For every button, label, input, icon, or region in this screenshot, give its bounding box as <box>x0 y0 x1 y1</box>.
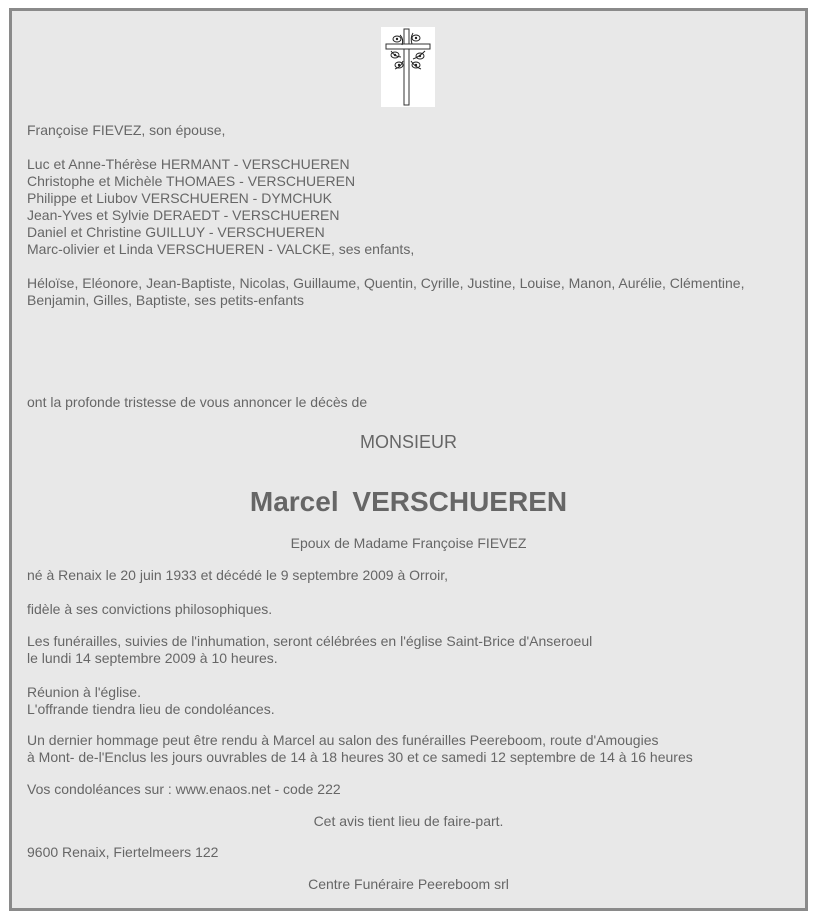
convictions-line: fidèle à ses convictions philosophiques. <box>27 601 273 617</box>
meeting-line: Réunion à l'église. <box>27 684 141 700</box>
tribute-details <box>27 732 693 766</box>
child-line: Marc-olivier et Linda VERSCHUEREN - VALCKE, ses enfants, <box>27 241 415 257</box>
child-line: Philippe et Liubov VERSCHUEREN - DYMCHUK <box>27 190 332 206</box>
condolences-line: Vos condoléances sur : www.enaos.net - code 222 <box>27 781 341 797</box>
notice-line: Cet avis tient lieu de faire-part. <box>313 813 504 829</box>
grandchildren-list <box>27 275 744 309</box>
funeral-home-name: Centre Funéraire Peereboom srl <box>308 876 509 892</box>
child-line: Daniel et Christine GUILLUY - VERSCHUEREN <box>27 224 325 240</box>
children-list <box>27 156 414 258</box>
funeral-line: Les funérailles, suivies de l'inhumation, seront célébrées en l'église Saint-Brice d'Anseroeul <box>27 633 593 649</box>
grandchildren-line: Benjamin, Gilles, Baptiste, ses petits-enfants <box>27 292 305 308</box>
tribute-line: à Mont- de-l'Enclus les jours ouvrables de 14 à 18 heures 30 et ce samedi 12 septembre de 14 à 16 heures <box>27 749 693 765</box>
funeral-details <box>27 633 592 667</box>
child-line: Christophe et Michèle THOMAES - VERSCHUEREN <box>27 173 356 189</box>
obituary-card <box>9 8 808 911</box>
honorific-title: MONSIEUR <box>359 432 457 452</box>
widow-line: Françoise FIEVEZ, son épouse, <box>27 122 226 138</box>
announcement-text: ont la profonde tristesse de vous annoncer le décès de <box>27 394 368 410</box>
child-line: Luc et Anne-Thérèse HERMANT - VERSCHUEREN <box>27 156 350 172</box>
grandchildren-line: Héloïse, Eléonore, Jean-Baptiste, Nicolas, Guillaume, Quentin, Cyrille, Justine, Louise, Manon, Aurélie, Clémentine, <box>27 275 745 291</box>
cross-with-flowers-icon <box>381 27 435 107</box>
deceased-name: Marcel VERSCHUEREN <box>249 486 568 517</box>
birth-death-line: né à Renaix le 20 juin 1933 et décédé le 9 septembre 2009 à Orroir, <box>27 567 449 583</box>
tribute-line: Un dernier hommage peut être rendu à Marcel au salon des funérailles Peereboom, route d'Amougies <box>27 732 659 748</box>
child-line: Jean-Yves et Sylvie DERAEDT - VERSCHUEREN <box>27 207 340 223</box>
address-line: 9600 Renaix, Fiertelmeers 122 <box>27 844 219 860</box>
meeting-line: L'offrande tiendra lieu de condoléances. <box>27 701 275 717</box>
meeting-details <box>27 684 275 718</box>
spouse-line: Epoux de Madame Françoise FIEVEZ <box>290 535 527 551</box>
funeral-line: le lundi 14 septembre 2009 à 10 heures. <box>27 650 278 666</box>
